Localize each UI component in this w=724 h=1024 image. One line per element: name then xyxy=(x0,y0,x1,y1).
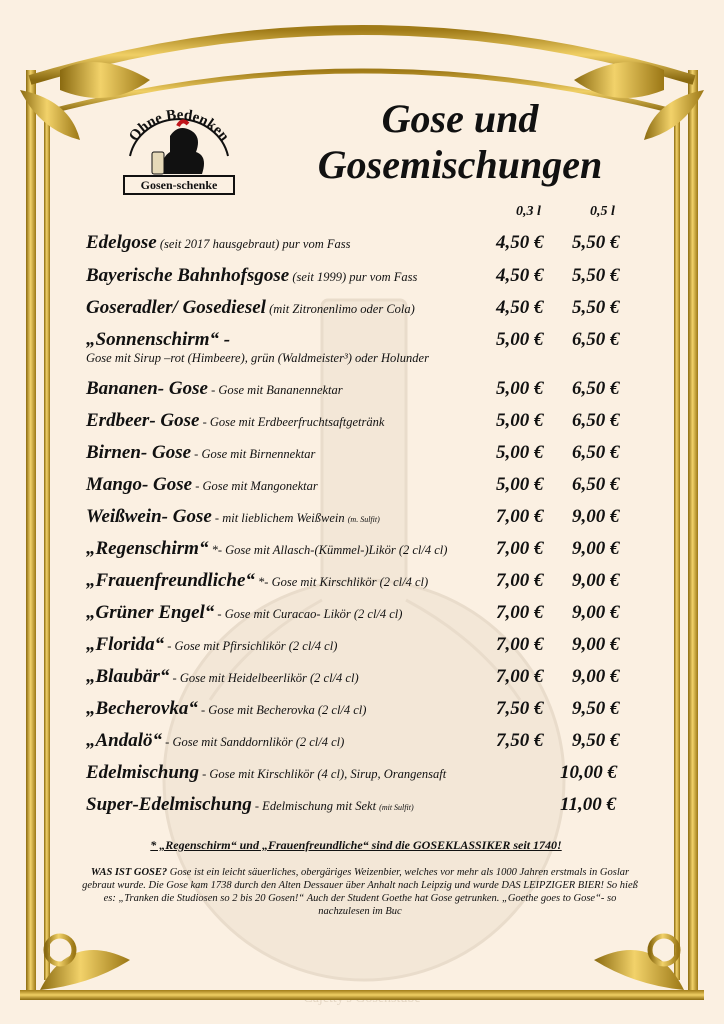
item-description xyxy=(192,479,318,493)
price-single: 10,00 € xyxy=(560,762,617,783)
price-small: 7,00 € xyxy=(496,570,544,591)
item-name: „Regenschirm“ xyxy=(86,538,209,559)
menu-item xyxy=(86,570,646,592)
item-description-text: - Gose mit Heidelbeerlikör (2 cl/4 cl) xyxy=(172,671,359,685)
item-name: „Grüner Engel“ xyxy=(86,602,215,623)
item-description xyxy=(212,511,380,525)
item-name: Goseradler/ Gosediesel xyxy=(86,297,266,318)
item-description xyxy=(266,302,415,316)
title-line-2: Gosemischungen xyxy=(317,142,603,187)
menu-item xyxy=(86,794,646,816)
menu-item xyxy=(86,265,646,287)
price-large: 5,50 € xyxy=(572,297,620,318)
item-description-text: - Gose mit Erdbeerfruchtsaftgetränk xyxy=(202,415,385,429)
item-description xyxy=(252,799,414,813)
price-large: 9,00 € xyxy=(572,570,620,591)
price-large: 9,00 € xyxy=(572,666,620,687)
price-large: 9,50 € xyxy=(572,698,620,719)
item-name: „Florida“ xyxy=(86,634,165,655)
item-description-text: (seit 1999) pur vom Fass xyxy=(292,270,418,284)
price-small: 7,00 € xyxy=(496,634,544,655)
price-small: 4,50 € xyxy=(496,232,544,253)
item-description-text: *- Gose mit Allasch-(Kümmel-)Likör (2 cl/4 cl) xyxy=(211,543,448,557)
item-name: Bayerische Bahnhofsgose xyxy=(86,265,290,286)
item-description xyxy=(289,270,417,284)
item-description-text: (mit Zitronenlimo oder Cola) xyxy=(269,302,415,316)
menu-item xyxy=(86,730,646,752)
item-description xyxy=(214,607,402,621)
price-large: 6,50 € xyxy=(572,378,620,399)
price-single: 11,00 € xyxy=(560,794,616,815)
item-description xyxy=(199,415,384,429)
item-description xyxy=(208,383,343,397)
item-name: Birnen- Gose xyxy=(86,442,192,463)
item-name: „Sonnenschirm“ - xyxy=(86,329,231,350)
gosenschenke-logo xyxy=(116,96,242,198)
menu-item xyxy=(86,538,646,560)
item-name: Edelgose xyxy=(86,232,157,253)
price-small: 5,00 € xyxy=(496,410,544,431)
price-small: 5,00 € xyxy=(496,378,544,399)
menu-item xyxy=(86,232,646,254)
menu-item xyxy=(86,329,646,365)
item-note: (mit Sulfit) xyxy=(379,803,414,812)
price-small: 7,50 € xyxy=(496,698,544,719)
price-small: 7,00 € xyxy=(496,538,544,559)
item-description-text: - mit lieblichem Weißwein xyxy=(214,511,345,525)
title-line-1: Gose und xyxy=(381,96,539,141)
price-small: 5,00 € xyxy=(496,329,544,350)
item-description-text: - Gose mit Sanddornlikör (2 cl/4 cl) xyxy=(165,735,345,749)
item-note: (m. Sulfit) xyxy=(347,515,380,524)
menu-item xyxy=(86,410,646,432)
info-text: Gose ist ein leicht säuerliches, obergäriges Weizenbier, welches vor mehr als 1000 Jahren erstmals in Goslar gebraut wurde. Die Gose kam 1738 durch den Alten Dessauer über Anhalt nach Leipzig und wurde DAS LEIPZIGER BIER! So hieß es: „Tranken die Studiosen so 2 bis 20 Gosen!“ Auch der Student Goethe hat Gose getrunken. „Goethe goes to Gose“- so nachzulesen im Buc xyxy=(82,867,638,917)
item-description xyxy=(164,639,337,653)
price-large: 6,50 € xyxy=(572,442,620,463)
item-name: Erdbeer- Gose xyxy=(86,410,200,431)
classics-footnote: * „Regenschirm“ und „Frauenfreundliche“ sind die GOSEKLASSIKER seit 1740! xyxy=(150,838,562,852)
item-description-text: (seit 2017 hausgebraut) pur vom Fass xyxy=(159,237,351,251)
item-description-text: *- Gose mit Kirschlikör (2 cl/4 cl) xyxy=(258,575,429,589)
menu-item xyxy=(86,698,646,720)
item-description xyxy=(191,447,315,461)
item-description xyxy=(162,735,344,749)
menu-item xyxy=(86,762,646,784)
item-description xyxy=(199,767,446,781)
menu-item xyxy=(86,602,646,624)
menu-item xyxy=(86,666,646,688)
item-description-text: - Gose mit Mangonektar xyxy=(195,479,318,493)
item-name: „Andalö“ xyxy=(86,730,163,751)
volume-header-large: 0,5 l xyxy=(590,204,615,219)
price-large: 9,00 € xyxy=(572,506,620,527)
menu-item xyxy=(86,634,646,656)
price-small: 5,00 € xyxy=(496,474,544,495)
logo-bottom-text: Gosen-schenke xyxy=(140,178,218,192)
price-large: 9,50 € xyxy=(572,730,620,751)
price-small: 5,00 € xyxy=(496,442,544,463)
item-description-text: - Gose mit Bananennektar xyxy=(211,383,343,397)
item-description xyxy=(169,671,358,685)
item-description xyxy=(255,575,428,589)
page-title xyxy=(280,96,640,188)
item-description-text: - Gose mit Kirschlikör (4 cl), Sirup, Orangensaft xyxy=(202,767,447,781)
item-name: Weißwein- Gose xyxy=(86,506,212,527)
item-name: Edelmischung xyxy=(86,762,199,783)
menu-item xyxy=(86,378,646,400)
price-small: 7,00 € xyxy=(496,602,544,623)
item-description-text: - Gose mit Becherovka (2 cl/4 cl) xyxy=(201,703,367,717)
price-large: 6,50 € xyxy=(572,410,620,431)
item-description-text: - Edelmischung mit Sekt xyxy=(254,799,377,813)
item-name: Bananen- Gose xyxy=(86,378,208,399)
price-small: 7,00 € xyxy=(496,666,544,687)
item-name: „Frauenfreundliche“ xyxy=(86,570,255,591)
item-name: Mango- Gose xyxy=(86,474,193,495)
item-description-line2: Gose mit Sirup –rot (Himbeere), grün (Waldmeister³) oder Holunder xyxy=(86,351,429,365)
volume-header-small: 0,3 l xyxy=(516,204,541,219)
price-large: 5,50 € xyxy=(572,265,620,286)
menu-item xyxy=(86,297,646,319)
what-is-gose xyxy=(80,866,640,918)
info-lead: WAS IST GOSE? xyxy=(90,867,168,878)
menu-item xyxy=(86,442,646,464)
price-large: 5,50 € xyxy=(572,232,620,253)
item-description-text: - Gose mit Birnennektar xyxy=(194,447,316,461)
item-description xyxy=(157,237,351,251)
price-small: 4,50 € xyxy=(496,297,544,318)
price-small: 4,50 € xyxy=(496,265,544,286)
menu-item xyxy=(86,506,646,528)
item-description xyxy=(208,543,447,557)
menu-item xyxy=(86,474,646,496)
price-large: 6,50 € xyxy=(572,474,620,495)
item-description xyxy=(198,703,367,717)
item-description-text: - Gose mit Curacao- Likör (2 cl/4 cl) xyxy=(217,607,403,621)
item-description-text: - Gose mit Pfirsichlikör (2 cl/4 cl) xyxy=(167,639,338,653)
price-large: 6,50 € xyxy=(572,329,620,350)
price-small: 7,50 € xyxy=(496,730,544,751)
item-name: „Blaubär“ xyxy=(86,666,170,687)
price-small: 7,00 € xyxy=(496,506,544,527)
item-name: „Becherovka“ xyxy=(86,698,198,719)
logo-top-text: Ohne Bedenken xyxy=(126,107,233,145)
item-name: Super-Edelmischung xyxy=(86,794,252,815)
price-large: 9,00 € xyxy=(572,634,620,655)
price-large: 9,00 € xyxy=(572,602,620,623)
price-large: 9,00 € xyxy=(572,538,620,559)
